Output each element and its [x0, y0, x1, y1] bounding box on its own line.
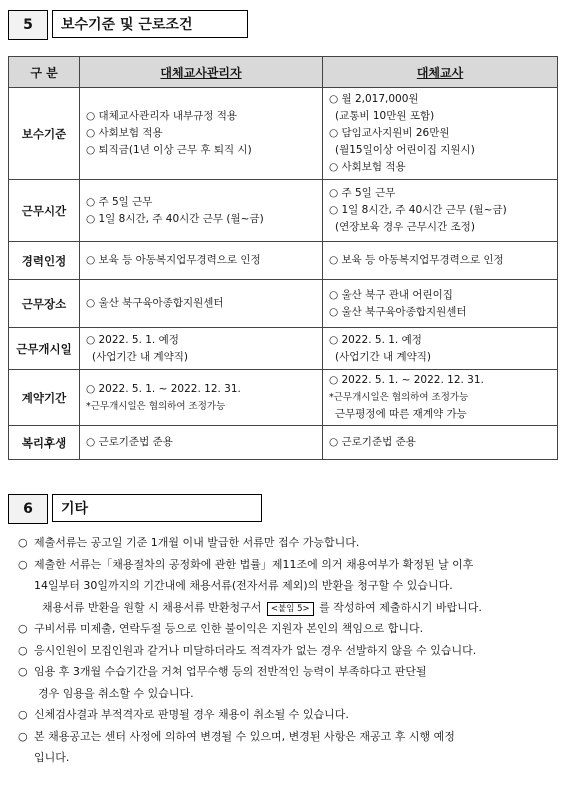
note-text-post: 를 작성하여 제출하시기 바랍니다.	[319, 600, 482, 614]
cell-manager	[80, 242, 323, 280]
table-header-row	[9, 57, 558, 88]
cell-line: ○ 울산 북구육아종합지원센터	[329, 305, 467, 318]
section-title: 기타	[52, 494, 262, 522]
notes-list	[18, 532, 563, 769]
note-text: 경우 임용을 취소할 수 있습니다.	[38, 686, 194, 700]
table-row	[9, 426, 558, 460]
row-label: 계약기간	[9, 370, 80, 426]
conditions-table	[8, 56, 558, 460]
note-text-pre: 채용서류 반환을 원할 시 채용서류 반환청구서	[42, 600, 262, 614]
row-label: 근무장소	[9, 280, 80, 328]
cell-line: ○ 보육 등 아동복지업무경력으로 인정	[329, 254, 504, 266]
row-label: 근무개시일	[9, 328, 80, 370]
note-bullet: ○	[18, 557, 28, 571]
note-bullet: ○	[18, 643, 28, 657]
row-label: 복리후생	[9, 426, 80, 460]
note-item	[18, 597, 563, 619]
note-item	[18, 661, 563, 683]
table-row	[9, 370, 558, 426]
cell-manager	[80, 426, 323, 460]
cell-line: *근무개시일은 협의하여 조정가능	[86, 400, 226, 412]
note-text: 임용 후 3개월 수습기간을 거쳐 업무수행 등의 전반적인 능력이 부족하다고 판단될	[34, 665, 427, 678]
cell-line: ○ 1일 8시간, 주 40시간 근무 (월~금)	[329, 204, 507, 216]
cell-line: ○ 2022. 5. 1. 예정	[329, 333, 422, 346]
cell-line: ○ 담임교사지원비 26만원	[329, 127, 450, 139]
header-manager: 대체교사관리자	[80, 57, 323, 88]
cell-line: *근무개시일은 협의하여 조정가능	[329, 392, 469, 403]
cell-line: ○ 퇴직금(1년 이상 근무 후 퇴직 시)	[86, 144, 252, 156]
note-bullet	[18, 683, 34, 705]
header-teacher: 대체교사	[323, 57, 558, 88]
cell-line: ○ 주 5일 근무	[86, 195, 153, 208]
cell-line: ○ 월 2,017,000원	[329, 93, 419, 105]
cell-teacher	[323, 280, 558, 328]
note-text: 신체검사결과 부적격자로 판명될 경우 채용이 취소될 수 있습니다.	[34, 708, 349, 721]
cell-teacher	[323, 242, 558, 280]
section-number: 6	[8, 494, 48, 524]
cell-line: ○ 근로기준법 준용	[86, 436, 173, 448]
cell-manager	[80, 370, 323, 426]
note-bullet	[18, 597, 34, 619]
attachment-tag: <붙임 5>	[267, 602, 314, 616]
cell-manager	[80, 88, 323, 180]
section-6-header	[8, 494, 262, 524]
note-item	[18, 726, 563, 748]
cell-line: 근무평정에 따른 재계약 가능	[335, 408, 467, 420]
cell-line: ○ 2022. 5. 1. 예정	[86, 333, 179, 346]
note-text: 응시인원이 모집인원과 같거나 미달하더라도 적격자가 없는 경우 선발하지 않을 수 있습니다.	[34, 643, 477, 657]
cell-teacher	[323, 370, 558, 426]
cell-line: ○ 2022. 5. 1. ~ 2022. 12. 31.	[86, 382, 241, 395]
section-number: 5	[8, 10, 48, 40]
note-item	[18, 532, 563, 554]
table-row	[9, 328, 558, 370]
cell-line: (월15일이상 어린이집 지원시)	[335, 144, 475, 156]
cell-line: ○ 대체교사관리자 내부규정 적용	[86, 110, 238, 122]
note-bullet: ○	[18, 536, 28, 549]
note-bullet	[18, 747, 34, 769]
note-bullet: ○	[18, 665, 28, 678]
note-text: 제출서류는 공고일 기준 1개월 이내 발급한 서류만 접수 가능합니다.	[34, 536, 360, 549]
note-bullet	[18, 575, 34, 597]
note-text: 제출한 서류는「채용절차의 공정화에 관한 법률」제11조에 의거 채용여부가 확정된 날 이후	[34, 557, 474, 571]
cell-line: ○ 근로기준법 준용	[329, 436, 416, 448]
note-item	[18, 618, 563, 640]
cell-teacher	[323, 180, 558, 242]
cell-manager	[80, 328, 323, 370]
row-label: 보수기준	[9, 88, 80, 180]
cell-line: ○ 울산 북구 관내 어린이집	[329, 288, 453, 301]
note-bullet: ○	[18, 729, 28, 743]
cell-teacher	[323, 88, 558, 180]
cell-line: ○ 보육 등 아동복지업무경력으로 인정	[86, 254, 261, 266]
note-item	[18, 640, 563, 662]
cell-manager	[80, 280, 323, 328]
note-text: 본 채용공고는 센터 사정에 의하여 변경될 수 있으며, 변경된 사항은 재공고 후 시행 예정	[34, 729, 455, 743]
cell-line: ○ 사회보험 적용	[329, 161, 406, 173]
cell-line: ○ 1일 8시간, 주 40시간 근무 (월~금)	[86, 212, 264, 225]
cell-line: (사업기간 내 계약직)	[335, 350, 432, 363]
cell-line: ○ 2022. 5. 1. ~ 2022. 12. 31.	[329, 374, 484, 386]
section-5-header	[8, 10, 248, 40]
table-row	[9, 242, 558, 280]
cell-line: ○ 울산 북구육아종합지원센터	[86, 297, 224, 309]
cell-teacher	[323, 426, 558, 460]
row-label: 경력인정	[9, 242, 80, 280]
table-row	[9, 180, 558, 242]
note-item	[18, 683, 563, 705]
note-bullet: ○	[18, 708, 28, 721]
cell-line: (교통비 10만원 포함)	[335, 110, 435, 122]
note-item	[18, 575, 563, 597]
cell-line: ○ 사회보험 적용	[86, 127, 163, 139]
note-text: 구비서류 미제출, 연락두절 등으로 인한 불이익은 지원자 본인의 책임으로 합니다.	[34, 622, 424, 635]
row-label: 근무시간	[9, 180, 80, 242]
section-title: 보수기준 및 근로조건	[52, 10, 248, 38]
note-text	[34, 597, 563, 619]
table-row	[9, 280, 558, 328]
note-item	[18, 747, 563, 769]
note-bullet: ○	[18, 622, 28, 635]
note-item	[18, 704, 563, 726]
table-row	[9, 88, 558, 180]
cell-line: ○ 주 5일 근무	[329, 187, 396, 199]
note-item	[18, 554, 563, 576]
cell-line: (사업기간 내 계약직)	[92, 350, 189, 363]
note-text: 14일부터 30일까지의 기간내에 채용서류(전자서류 제외)의 반환을 청구할 수 있습니다.	[34, 579, 453, 592]
cell-manager	[80, 180, 323, 242]
cell-line: (연장보육 경우 근무시간 조정)	[335, 221, 475, 233]
header-category: 구 분	[9, 57, 80, 88]
cell-teacher	[323, 328, 558, 370]
note-text: 입니다.	[34, 751, 70, 764]
